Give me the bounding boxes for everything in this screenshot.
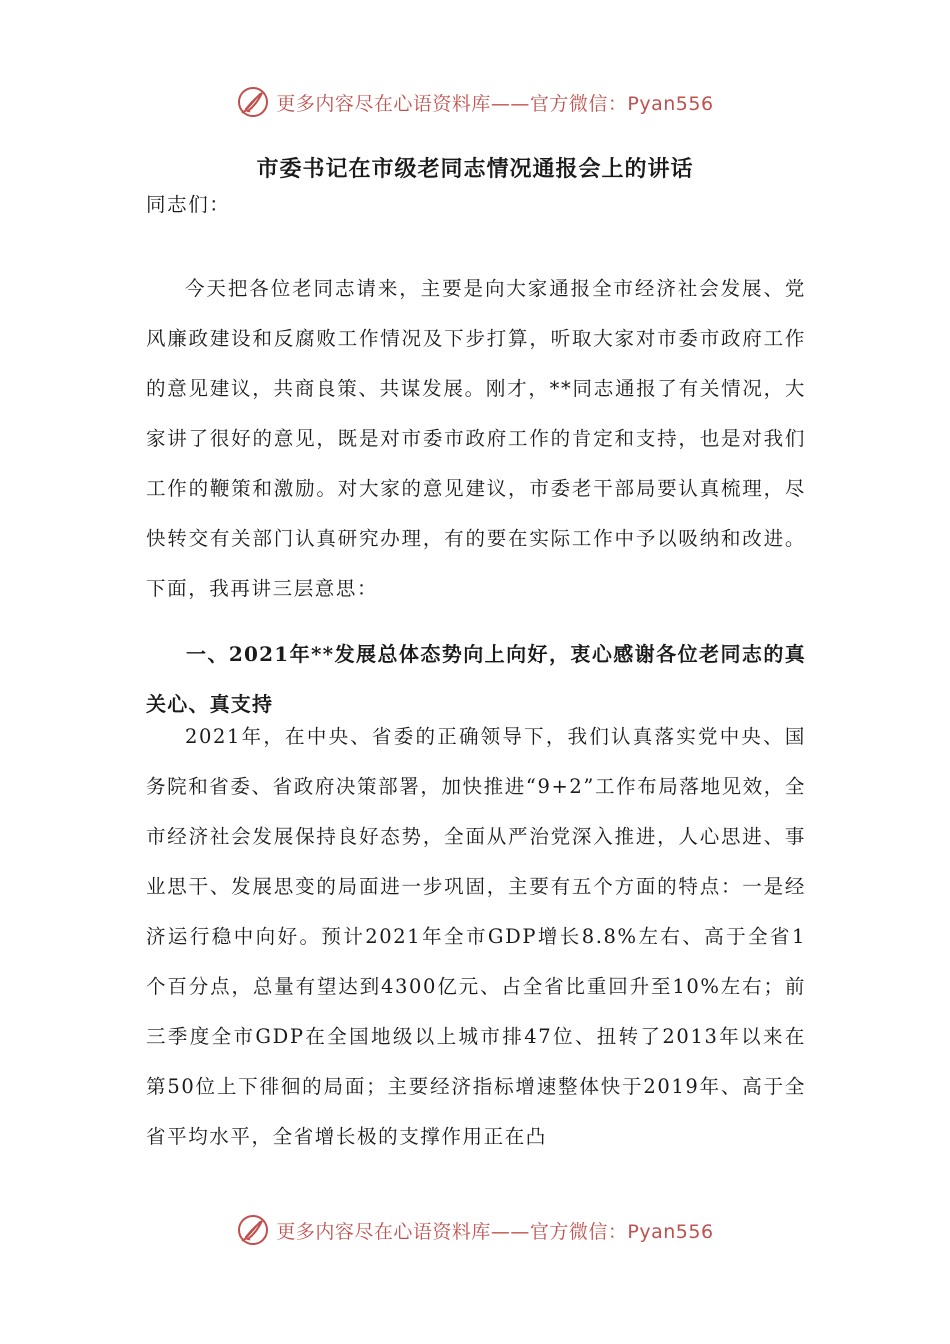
watermark-banner-top	[0, 82, 950, 122]
section-1-paragraph: 2021年，在中央、省委的正确领导下，我们认真落实党中央、国务院和省委、省政府决策部署，加快推进“9+2”工作布局落地见效，全市经济社会发展保持良好态势，全面从严治党深入推进，人心思进、事业思干、发展思变的局面进一步巩固，主要有五个方面的特点：一是经济运行稳中向好。预计2021年全市GDP增长8.8%左右、高于全省1个百分点，总量有望达到4300亿元、占全省比重回升至10%左右；前三季度全市GDP在全国地级以上城市排47位、扭转了2013年以来在第50位上下徘徊的局面；主要经济指标增速整体快于2019年、高于全省平均水平，全省增长极的支撑作用正在凸	[146, 725, 806, 1148]
watermark-banner-bottom	[0, 1210, 950, 1250]
quill-pen-icon	[236, 1213, 270, 1247]
section-heading-1: 一、2021年**发展总体态势向上向好，衷心感谢各位老同志的真关心、真支持	[146, 642, 806, 716]
salutation: 同志们：	[146, 193, 231, 216]
watermark-handle: Pyan556	[627, 92, 714, 115]
document-title: 市委书记在市级老同志情况通报会上的讲话	[256, 156, 694, 182]
watermark-text: 更多内容尽在心语资料库——官方微信：Pyan556	[276, 92, 714, 115]
quill-pen-icon	[236, 85, 270, 119]
intro-paragraph: 今天把各位老同志请来，主要是向大家通报全市经济社会发展、党风廉政建设和反腐败工作情况及下步打算，听取大家对市委市政府工作的意见建议，共商良策、共谋发展。刚才，**同志通报了有关情况，大家讲了很好的意见，既是对市委市政府工作的肯定和支持，也是对我们工作的鞭策和激励。对大家的意见建议，市委老干部局要认真梳理，尽快转交有关部门认真研究办理，有的要在实际工作中予以吸纳和改进。下面，我再讲三层意思：	[146, 277, 806, 600]
watermark-text: 更多内容尽在心语资料库——官方微信：Pyan556	[276, 1220, 714, 1243]
watermark-handle: Pyan556	[627, 1220, 714, 1243]
